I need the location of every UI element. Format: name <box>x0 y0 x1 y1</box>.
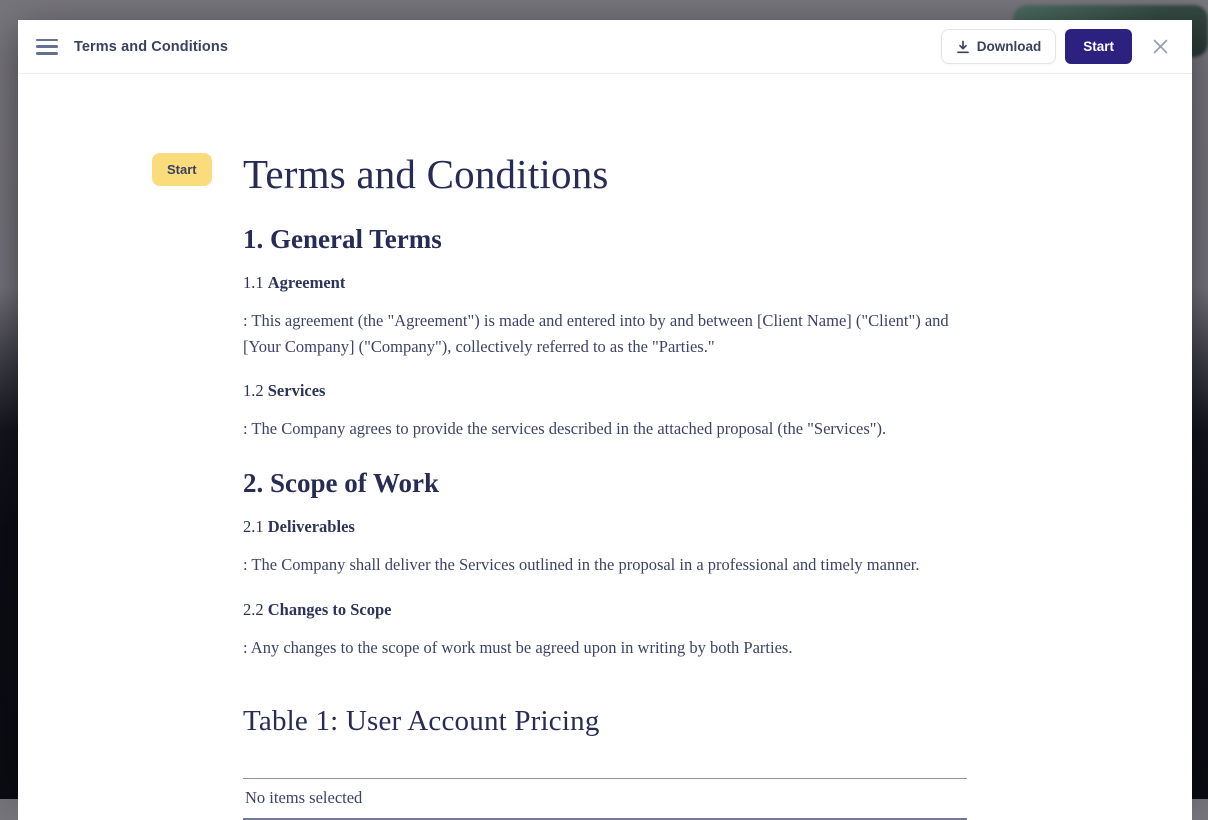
clause-heading <box>243 273 967 293</box>
clause-body: : The Company agrees to provide the services described in the attached proposal (the "Services"). <box>243 419 887 439</box>
clause-label: Services <box>267 381 326 401</box>
clause-label: Changes to Scope <box>267 599 392 619</box>
clause-number: 2.1 <box>243 517 264 537</box>
pricing-table-empty-row[interactable] <box>243 778 967 820</box>
document-viewport[interactable] <box>18 74 1192 820</box>
document-modal <box>18 20 1192 807</box>
clause-heading <box>243 600 967 620</box>
section-heading: 2. Scope of Work <box>243 468 440 499</box>
clause-heading <box>243 381 967 401</box>
table-empty-text: No items selected <box>245 787 363 807</box>
start-field-badge[interactable]: Start <box>152 153 212 186</box>
clause-number: 1.1 <box>243 273 264 292</box>
clause-body: : The Company shall deliver the Services outlined in the proposal in a professional and timely manner. <box>243 555 920 575</box>
download-icon <box>956 40 970 54</box>
section-heading: 1. General Terms <box>243 224 442 254</box>
download-button[interactable] <box>941 29 1057 64</box>
clause-label: Agreement <box>267 273 346 292</box>
clause-body: : Any changes to the scope of work must be agreed upon in writing by both Parties. <box>243 637 793 657</box>
download-button-label: Download <box>976 39 1042 54</box>
start-button[interactable]: Start <box>1065 29 1132 64</box>
clause-number: 2.2 <box>243 599 264 619</box>
document-title: Terms and Conditions <box>243 151 609 197</box>
header-title: Terms and Conditions <box>74 38 228 55</box>
modal-header <box>18 20 1192 74</box>
clause-label: Deliverables <box>267 517 355 537</box>
close-icon[interactable] <box>1148 35 1172 59</box>
table-title: Table 1: User Account Pricing <box>243 704 600 737</box>
clause-number: 1.2 <box>243 381 264 401</box>
menu-icon[interactable] <box>36 39 58 55</box>
clause-heading <box>243 517 967 537</box>
clause-body: : This agreement (the "Agreement") is made and entered into by and between [Client Name] ("Client") and [Your Company] ("Company"), collectively referred to as the "Parties." <box>243 311 949 356</box>
